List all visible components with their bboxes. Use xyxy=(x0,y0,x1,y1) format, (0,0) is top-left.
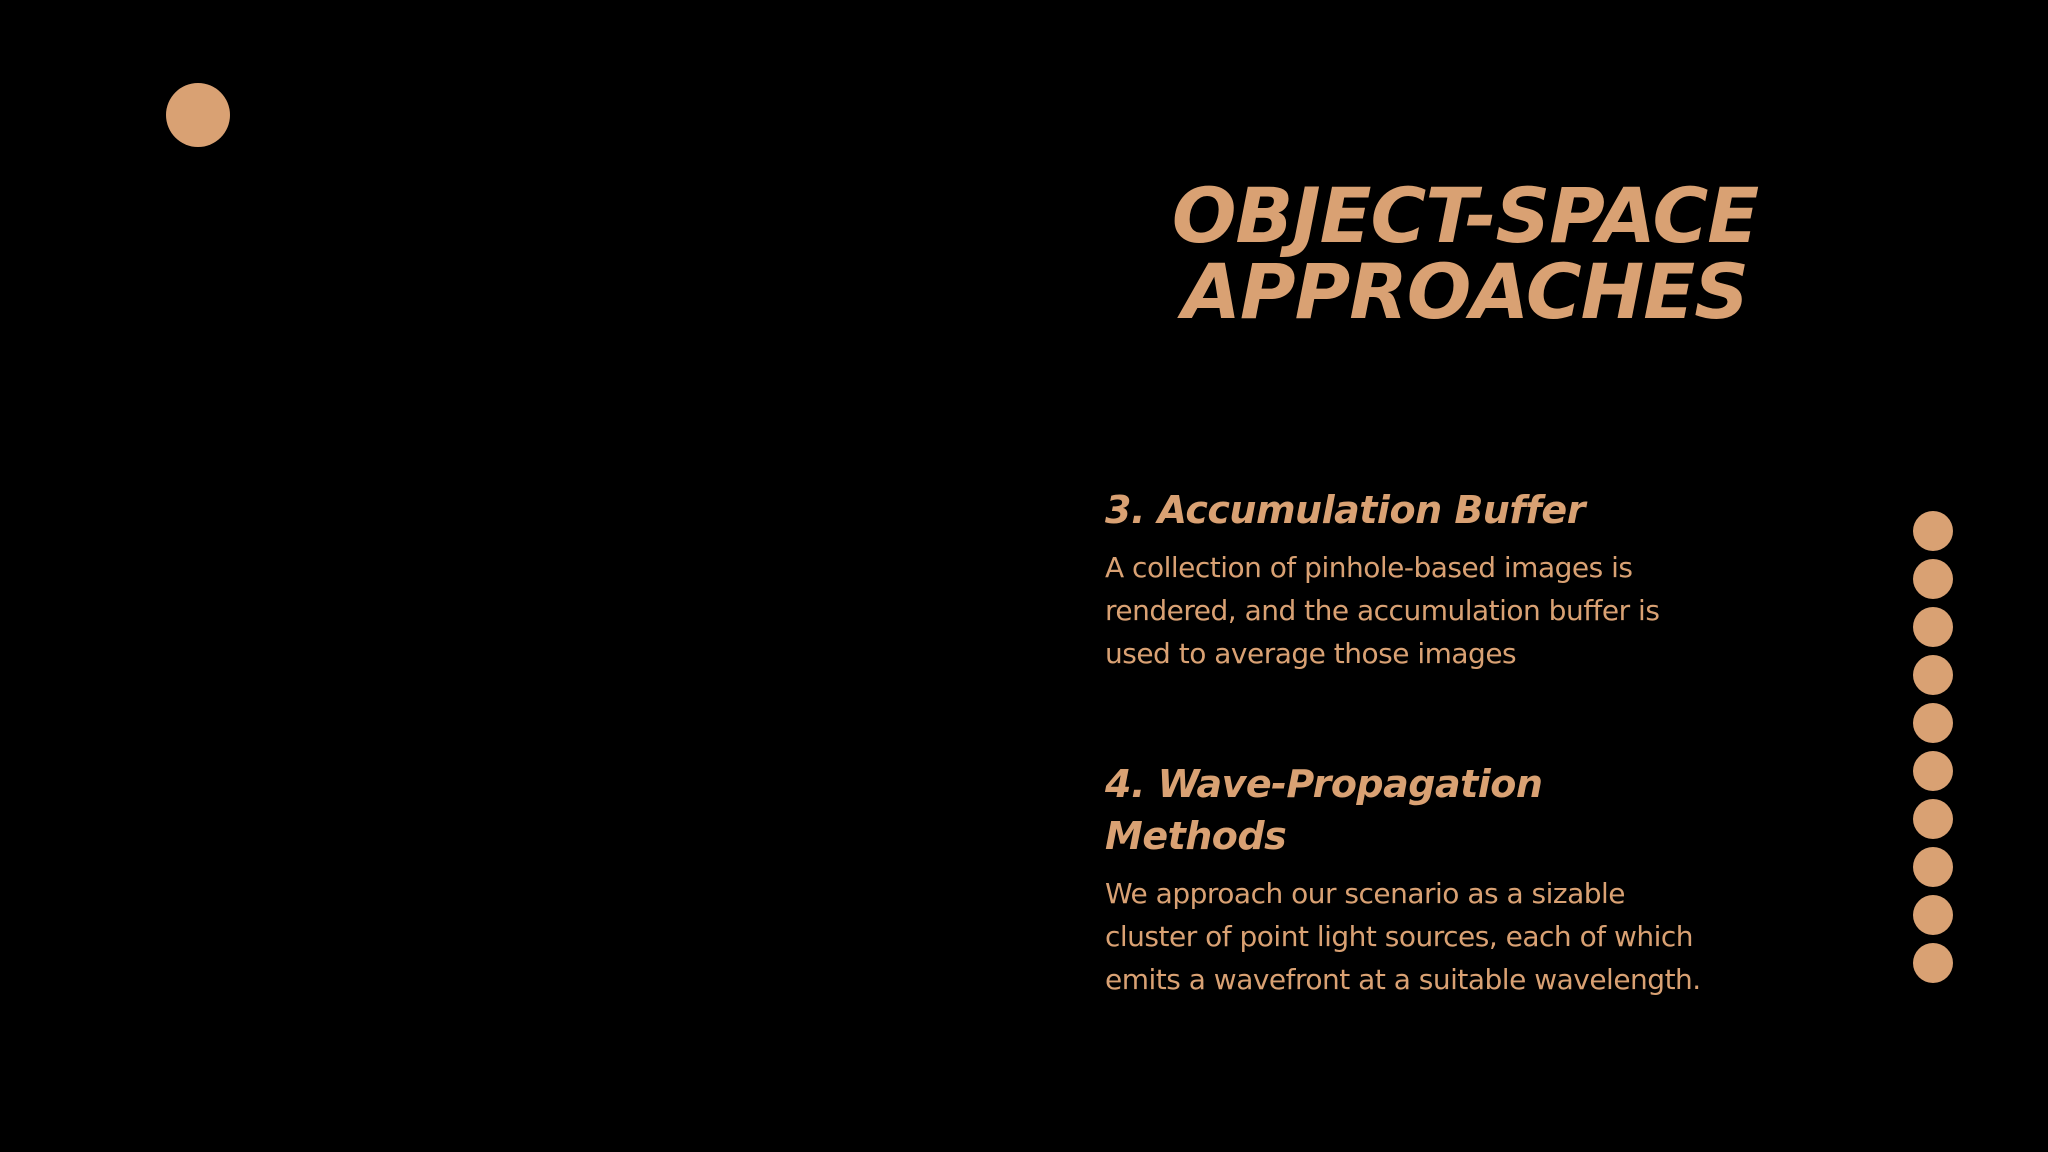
slide-title-line-2: APPROACHES xyxy=(1182,247,1748,336)
dot-decoration xyxy=(1913,751,1953,791)
dot-decoration xyxy=(1913,847,1953,887)
section-body: We approach our scenario as a sizable cluster of point light sources, each of which emits a wavefront at a suitable wavelength. xyxy=(1105,877,1701,996)
dot-decoration xyxy=(1913,607,1953,647)
dot-decoration xyxy=(1913,655,1953,695)
slide-title xyxy=(1130,171,1800,336)
dot-column-decoration xyxy=(1913,511,1953,991)
dot-decoration xyxy=(1913,511,1953,551)
slide-title-line-1: OBJECT-SPACE xyxy=(1171,171,1759,260)
section-accumulation-buffer xyxy=(1105,484,1725,675)
dot-decoration xyxy=(1913,895,1953,935)
section-wave-propagation xyxy=(1105,758,1725,1001)
section-heading: 4. Wave-Propagation Methods xyxy=(1105,762,1543,858)
dot-decoration xyxy=(1913,559,1953,599)
corner-circle-decoration xyxy=(166,83,230,147)
dot-decoration xyxy=(1913,799,1953,839)
section-heading: 3. Accumulation Buffer xyxy=(1105,488,1585,532)
section-body: A collection of pinhole-based images is rendered, and the accumulation buffer is used to average those images xyxy=(1105,551,1660,670)
dot-decoration xyxy=(1913,943,1953,983)
dot-decoration xyxy=(1913,703,1953,743)
